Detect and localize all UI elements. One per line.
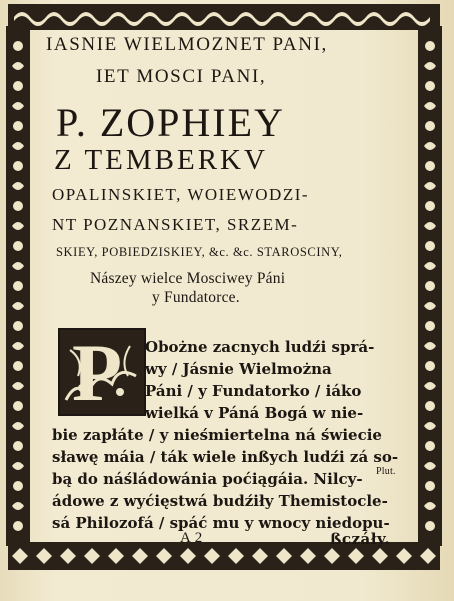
initial-letter: P: [72, 327, 123, 418]
margin-note: Plut.: [376, 466, 396, 477]
body-line-4: wielká v Páná Bogá w nie-: [145, 404, 364, 422]
dedicatee-family: Z TEMBERKV: [54, 144, 268, 176]
body-line-3: Páni / y Fundatorko / iáko: [145, 382, 362, 400]
body-line-2: wy / Jásnie Wielmożna: [145, 360, 332, 378]
body-line-5: bie zapłáte / y nieśmiertelna ná świecie: [52, 426, 382, 444]
dedication-line-1: IASNIE WIELMOZNET PANI,: [46, 34, 328, 55]
dedication-line-7: y Fundatorce.: [152, 289, 240, 306]
dedication-line-5: SKIEY, POBIEDZISKIEY, &c. &c. STAROSCINY,: [56, 245, 343, 259]
body-line-7: bą do náśládowánia poćiągáia. Nilcy-: [52, 470, 363, 488]
signature-mark: A 2: [180, 530, 203, 546]
dedication-line-6: Nászey wielce Mosciwey Páni: [90, 270, 286, 287]
body-line-1: Obożne zacnych ludźi sprá-: [145, 338, 375, 356]
body-line-9: sá Philozofá / spáć mu y wnocy niedopu-: [52, 514, 390, 532]
body-line-6: sławę máia / ták wiele inßych ludźi zá so-: [52, 448, 399, 466]
decorated-initial: [58, 328, 146, 416]
dedication-line-3: OPALINSKIET, WOIEWODZI-: [52, 185, 310, 204]
dedication-line-4: NT POZNANSKIET, SRZEM-: [52, 215, 299, 234]
body-line-8: ádowe z wyćięstwá budźiły Themistocle-: [52, 492, 388, 510]
dedicatee-name: P. ZOPHIEY: [56, 100, 285, 145]
dedication-line-2: IET MOSCI PANI,: [96, 66, 267, 87]
catchword: ßczáły.: [330, 530, 391, 548]
